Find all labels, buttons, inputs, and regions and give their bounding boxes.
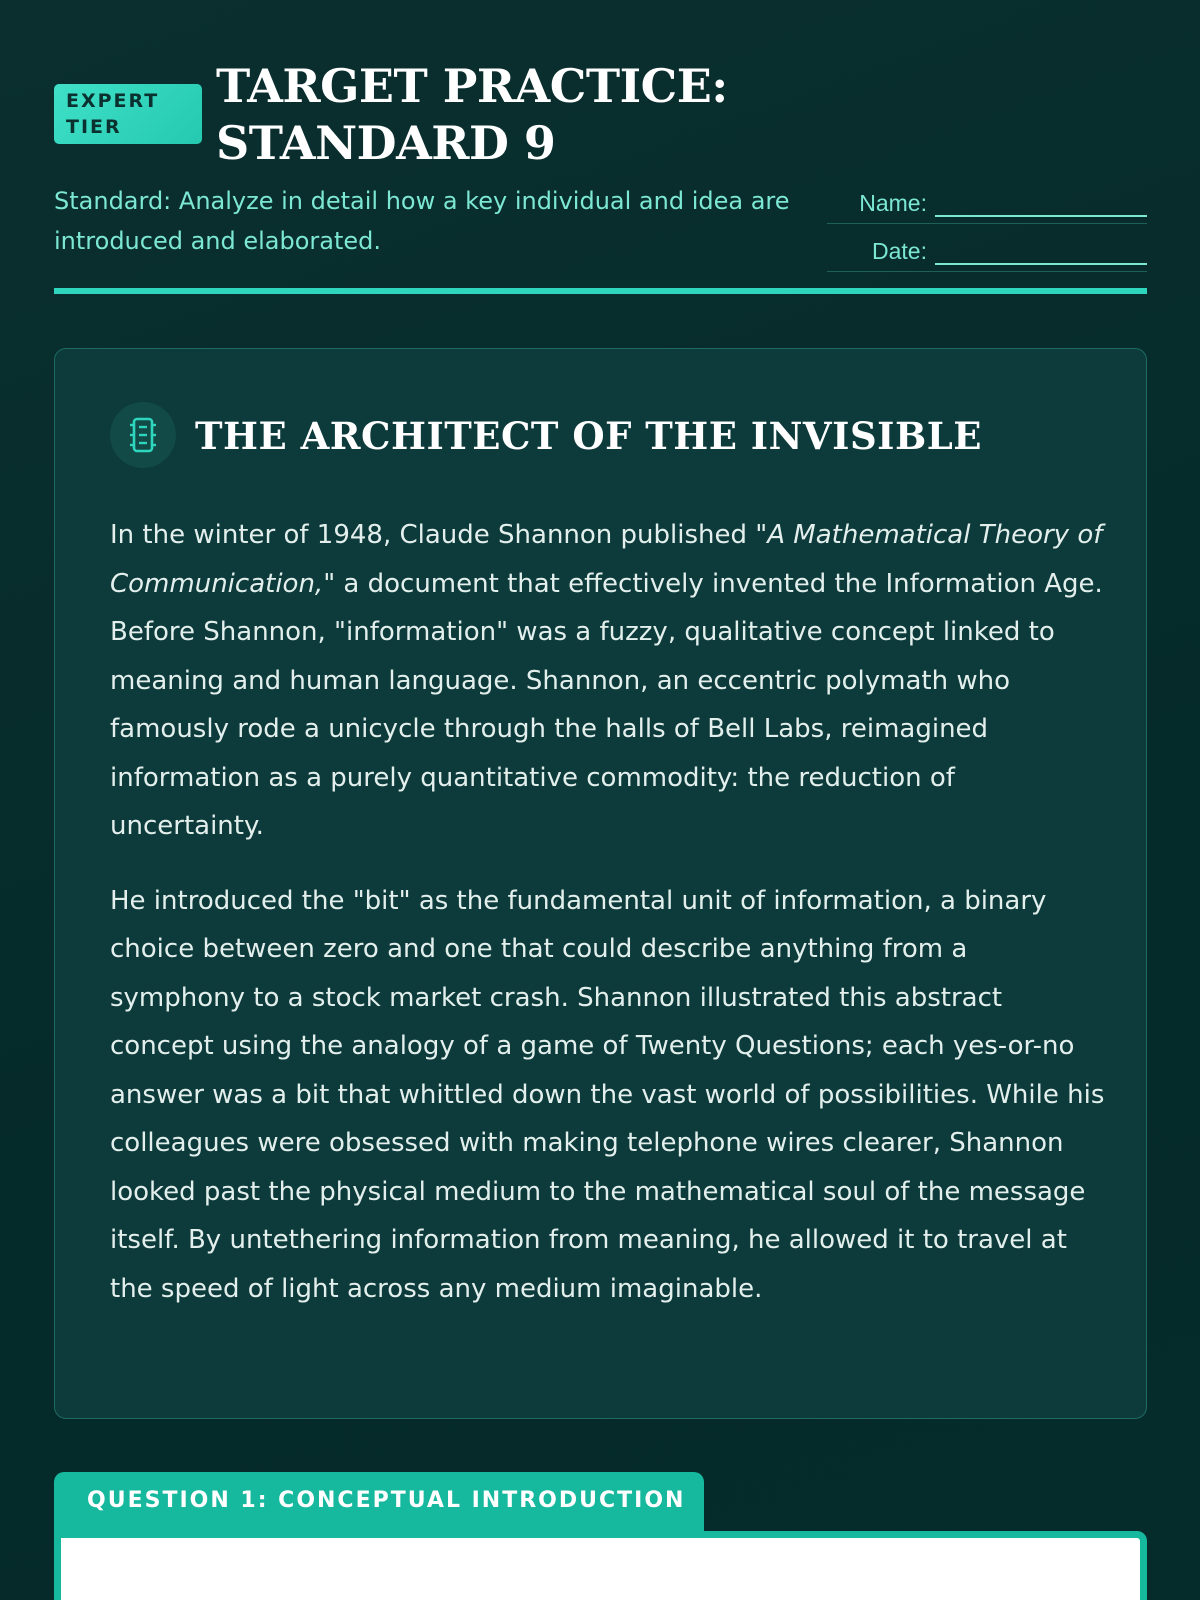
passage-body (110, 511, 1110, 1339)
passage-paragraph-1 (110, 511, 1110, 851)
student-fields (827, 176, 1147, 272)
name-blank[interactable] (935, 199, 1147, 217)
date-field[interactable] (827, 224, 1147, 272)
p1-after: a document that effectively invented the Information Age. Before Shannon, "information" was a fuzzy, qualitative concept linked to meaning and human language. Shannon, an eccentric polymath who famously rode a unicycle through the halls of Bell Labs, reimagined information as a purely quantitative commodity: the reduction of uncertainty. (110, 568, 1103, 841)
date-label: Date: (872, 238, 927, 264)
passage-card (54, 348, 1147, 1419)
question-1-tab: QUESTION 1: CONCEPTUAL INTRODUCTION (54, 1472, 704, 1534)
tier-badge: EXPERT TIER (54, 84, 202, 144)
name-field[interactable] (827, 176, 1147, 224)
p1-italic-title: "A Mathematical Theory of Communication," (110, 520, 1103, 599)
question-1-answer-box[interactable] (54, 1531, 1147, 1600)
standard-description: Standard: Analyze in detail how a key individual and idea are introduced and elaborated. (54, 187, 790, 255)
page-title: TARGET PRACTICE: STANDARD 9 (216, 59, 728, 170)
header-divider (54, 288, 1147, 294)
notebook-icon-svg (126, 416, 160, 454)
notebook-icon (110, 402, 176, 468)
date-blank[interactable] (935, 247, 1147, 265)
p1-before: In the winter of 1948, Claude Shannon published (110, 520, 756, 550)
passage-title: THE ARCHITECT OF THE INVISIBLE (195, 414, 982, 458)
passage-paragraph-2: He introduced the "bit" as the fundamental unit of information, a binary choice between zero and one that could describe anything from a symphony to a stock market crash. Shannon illustrated this abstract concept using the analogy of a game of Twenty Questions; each yes-or-no answer was a bit that whittled down the vast world of possibilities. While his colleagues were obsessed with making telephone wires clearer, Shannon looked past the physical medium to the mathematical soul of the message itself. By untethering information from meaning, he allowed it to travel at the speed of light across any medium imaginable. (110, 885, 1105, 1304)
name-label: Name: (859, 190, 927, 216)
